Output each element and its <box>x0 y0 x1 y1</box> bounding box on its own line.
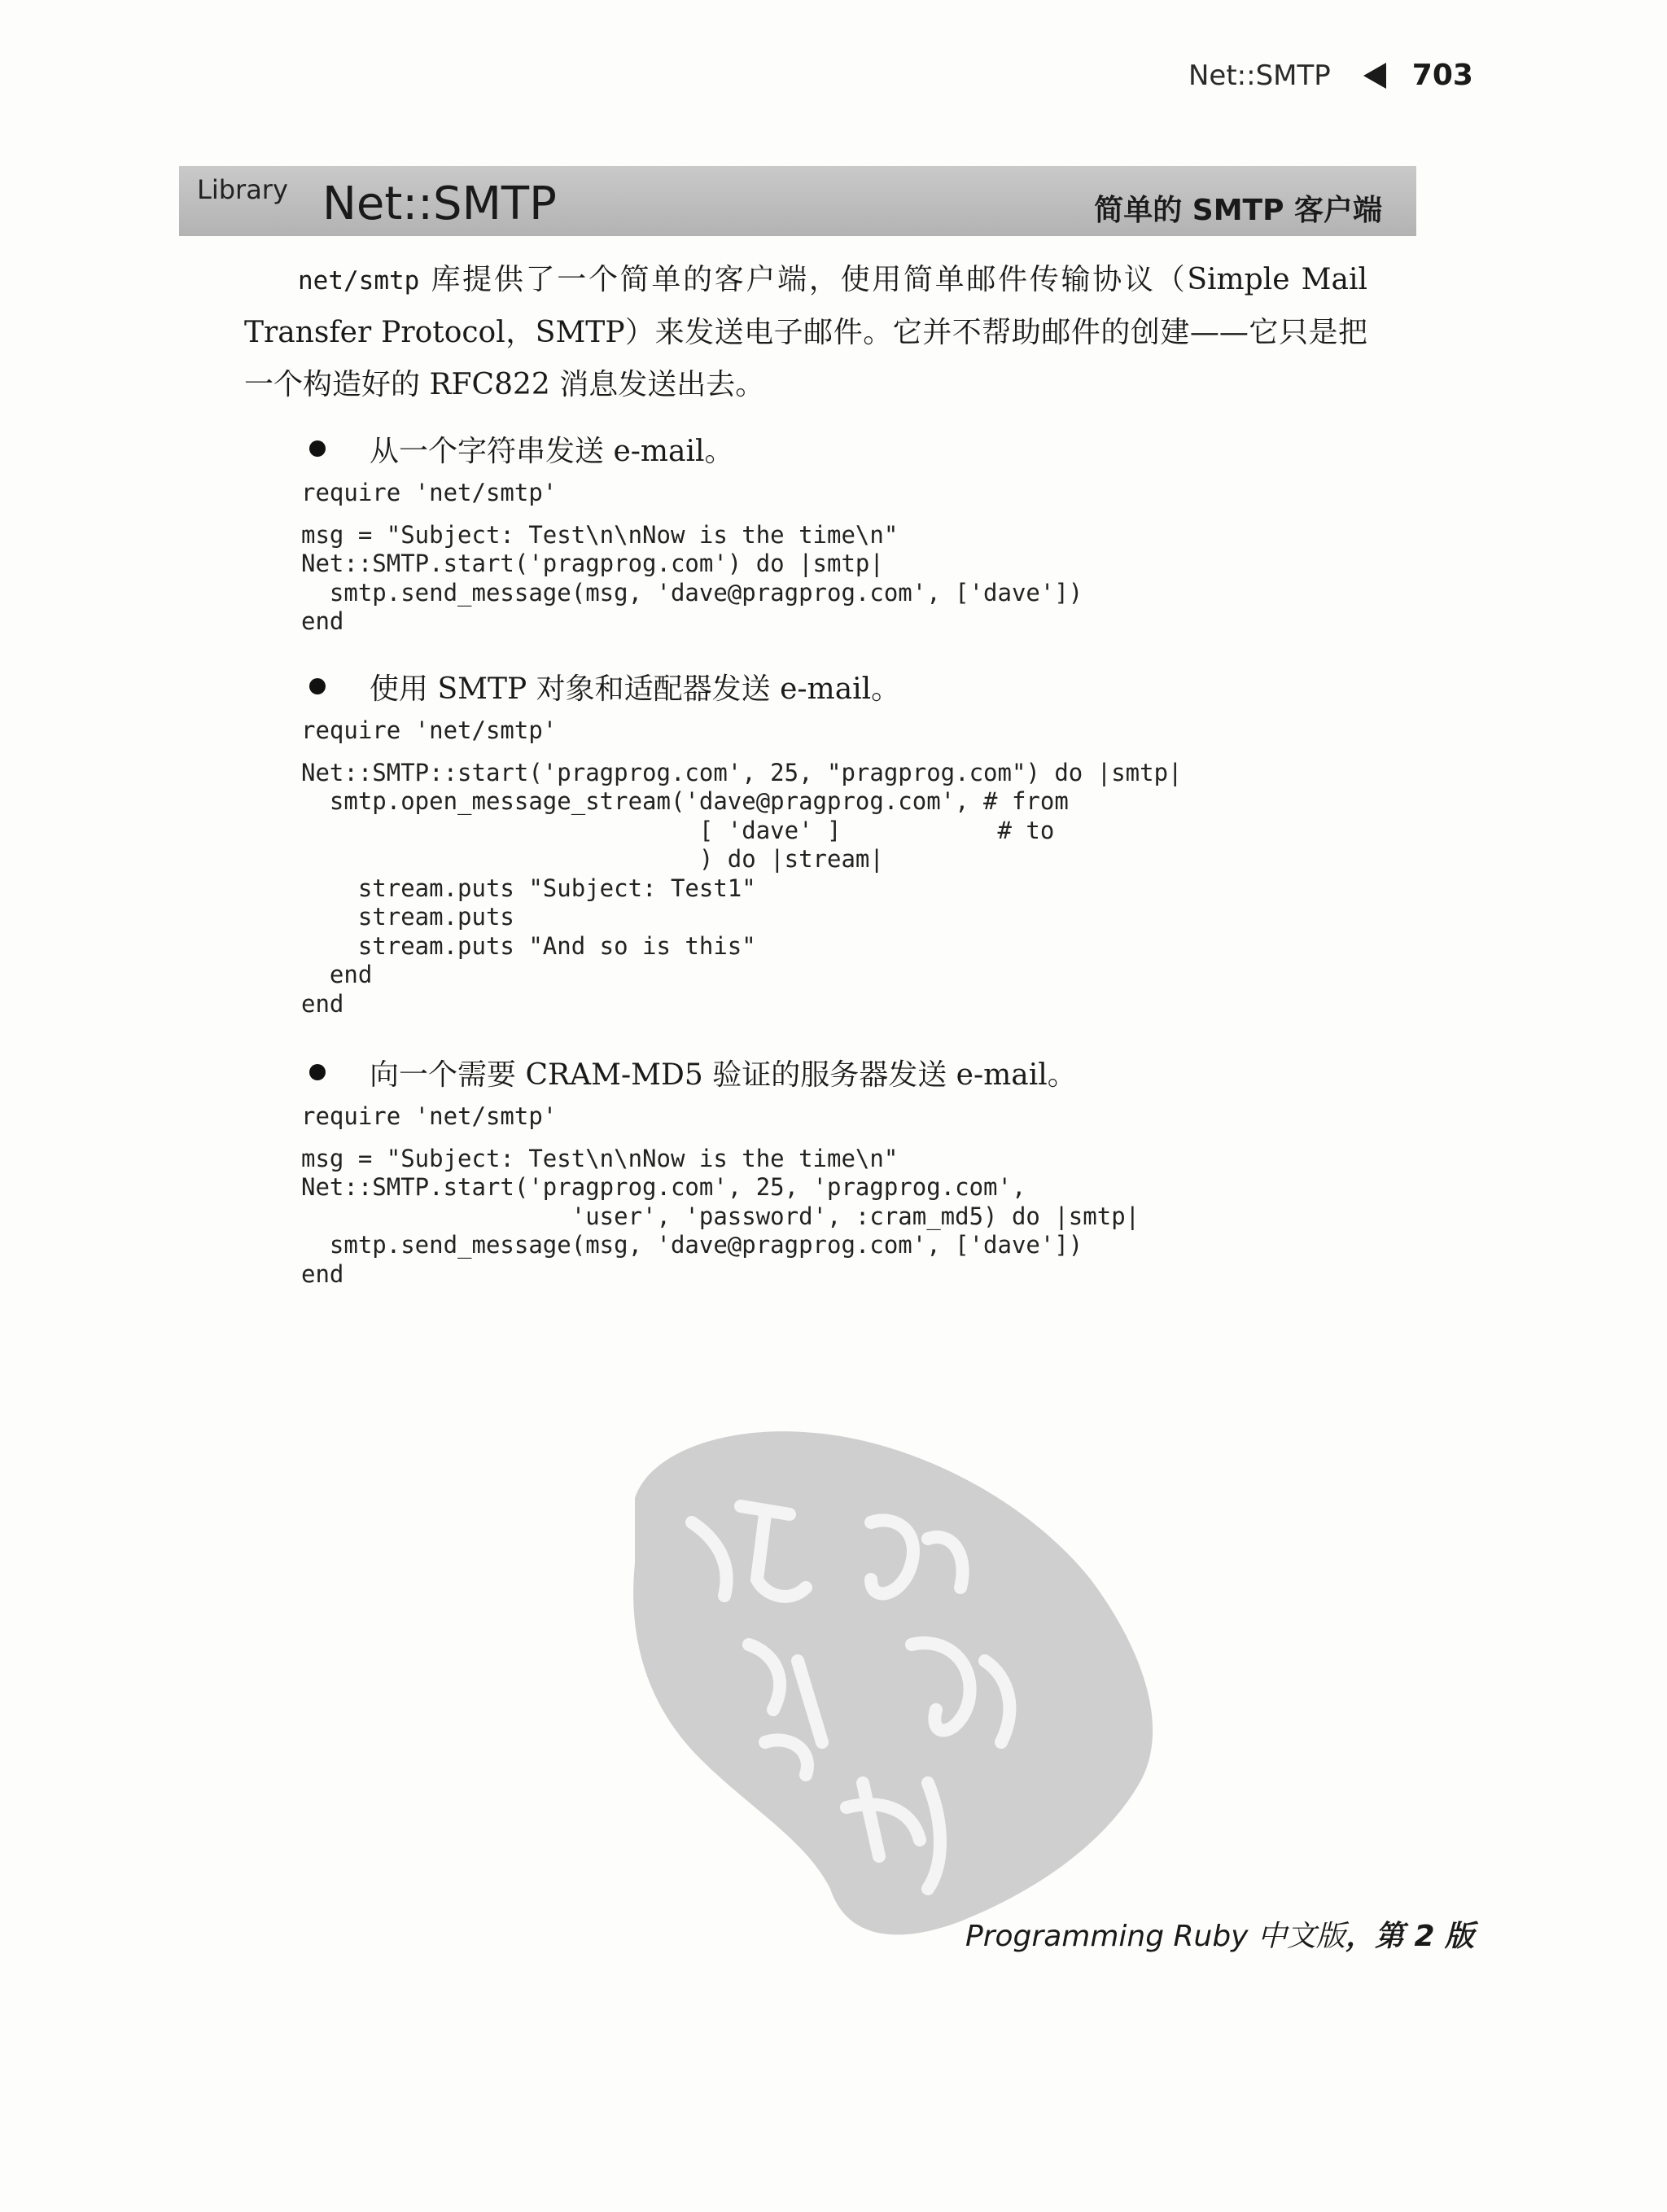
section-heading-text: 向一个需要 CRAM-MD5 验证的服务器发送 e-mail。 <box>370 1058 1077 1092</box>
code-block <box>301 759 1441 1019</box>
bullet-icon <box>309 678 326 694</box>
code-line: Net::SMTP.start('pragprog.com') do |smtp| <box>301 550 884 577</box>
section-heading <box>301 427 1441 471</box>
bullet-icon <box>309 440 326 457</box>
running-header-section: Net::SMTP <box>1188 59 1331 92</box>
section-heading-text: 使用 SMTP 对象和适配器发送 e-mail。 <box>370 672 901 706</box>
seal-shape <box>633 1431 1153 1934</box>
code-block <box>301 521 1441 637</box>
intro-text: 库提供了一个简单的客户端，使用简单邮件传输协议（Simple Mail Transfer Protocol，SMTP）来发送电子邮件。它并不帮助邮件的创建——它只是把一个构造好的 RFC822 消息发送出去。 <box>244 263 1367 401</box>
example-section-3 <box>301 1050 1441 1289</box>
code-line: require 'net/smtp' <box>301 1102 558 1130</box>
code-line: msg = "Subject: Test\n\nNow is the time\n" <box>301 520 899 549</box>
banner-kicker: Library <box>197 174 288 205</box>
page-number: 703 <box>1411 59 1473 92</box>
code-line: smtp.send_message(msg, 'dave@pragprog.com', ['dave']) <box>301 1231 1083 1259</box>
code-line: [ 'dave' ] # to <box>301 816 1055 844</box>
code-line: 'user', 'password', :cram_md5) do |smtp| <box>301 1202 1140 1230</box>
code-line: smtp.open_message_stream('dave@pragprog.com', # from <box>301 787 1069 815</box>
bullet-icon <box>309 1064 326 1080</box>
footer-edition: ，第 2 版 <box>1345 1920 1475 1953</box>
library-title-banner <box>179 166 1416 236</box>
page-footer <box>965 1913 1474 1955</box>
code-block <box>301 716 1441 746</box>
code-line: require 'net/smtp' <box>301 479 558 506</box>
code-line: end <box>301 607 344 635</box>
footer-book-title: Programming Ruby 中文版 <box>965 1920 1345 1953</box>
section-heading <box>301 664 1441 708</box>
banner-title: Net::SMTP <box>322 177 557 230</box>
code-line: ) do |stream| <box>301 845 884 873</box>
code-line: end <box>301 989 344 1018</box>
code-line: stream.puts "And so is this" <box>301 931 756 960</box>
code-line: end <box>301 961 373 988</box>
code-line: msg = "Subject: Test\n\nNow is the time\n" <box>301 1144 899 1172</box>
code-block <box>301 1102 1441 1132</box>
example-section-1 <box>301 427 1441 637</box>
intro-paragraph <box>244 254 1367 411</box>
section-heading-text: 从一个字符串发送 e-mail。 <box>370 434 734 468</box>
running-header <box>1188 59 1473 92</box>
section-heading <box>301 1050 1441 1094</box>
code-line: Net::SMTP.start('pragprog.com', 25, 'pragprog.com', <box>301 1173 1026 1201</box>
code-line: smtp.send_message(msg, 'dave@pragprog.com', ['dave']) <box>301 578 1083 607</box>
intro-lib-name: net/smtp <box>298 266 420 296</box>
code-block <box>301 1145 1441 1290</box>
code-line: require 'net/smtp' <box>301 716 558 744</box>
code-block <box>301 479 1441 508</box>
code-line: Net::SMTP::start('pragprog.com', 25, "pragprog.com") do |smtp| <box>301 758 1183 786</box>
seal-watermark-icon <box>602 1400 1188 1954</box>
example-section-2 <box>301 664 1441 1018</box>
code-line: stream.puts "Subject: Test1" <box>301 874 756 902</box>
left-triangle-icon <box>1363 63 1386 89</box>
banner-subtitle: 简单的 SMTP 客户端 <box>1094 194 1382 227</box>
code-line: stream.puts <box>301 903 514 931</box>
code-line: end <box>301 1259 344 1288</box>
